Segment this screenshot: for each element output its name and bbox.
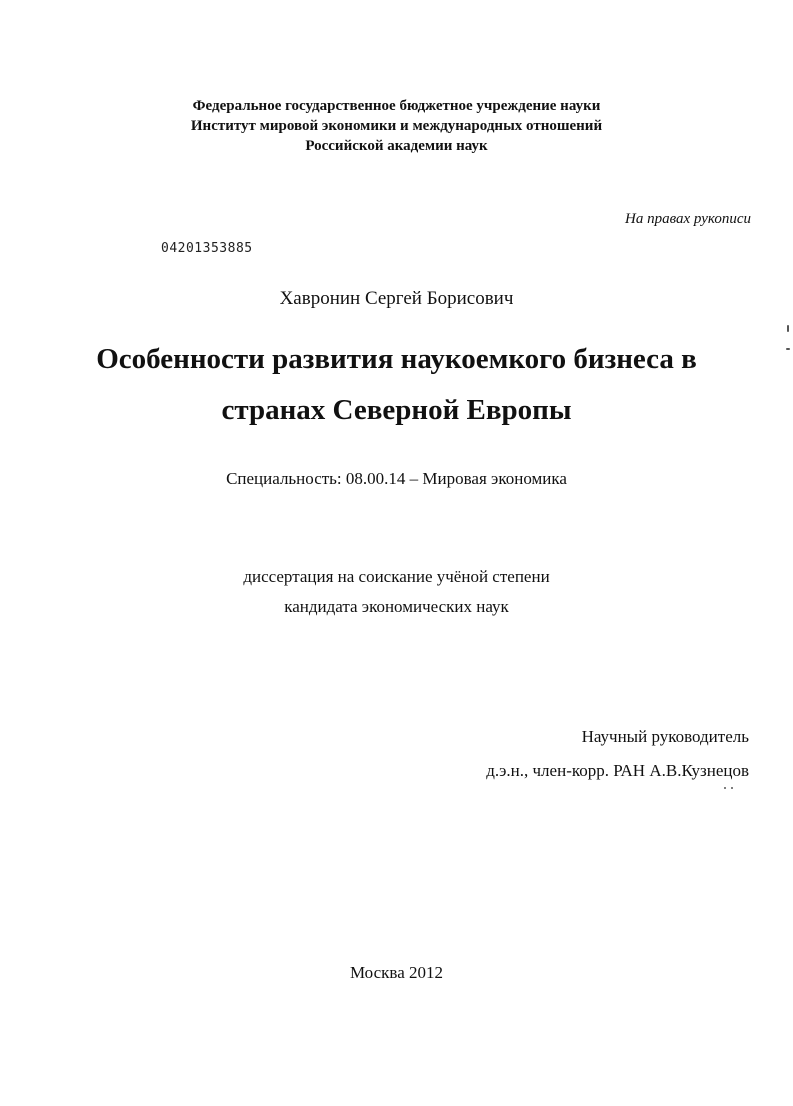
dissertation-title-line-2: странах Северной Европы [221,394,572,426]
supervisor-label: Научный руководитель [581,727,749,746]
supervisor-name: д.э.н., член-корр. РАН А.В.Кузнецов [486,761,749,780]
institution-line-3: Российской академии наук [305,138,488,154]
specialty: Специальность: 08.00.14 – Мировая экономика [226,469,567,488]
dissertation-type-line-2: кандидата экономических наук [284,597,509,616]
scan-speck [724,787,726,789]
scan-speck [731,787,733,789]
institution-line-1: Федеральное государственное бюджетное учреждение науки [192,98,601,114]
scan-speck [786,348,790,350]
manuscript-note: На правах рукописи [625,211,751,227]
dissertation-type-line-1: диссертация на соискание учёной степени [243,567,550,586]
catalog-number: 04201353885 [161,241,253,256]
scan-speck [787,325,789,332]
author-name: Хавронин Сергей Борисович [279,288,514,309]
institution-line-2: Институт мировой экономики и международных отношений [190,118,603,134]
dissertation-title-line-1: Особенности развития наукоемкого бизнеса в [96,343,697,375]
city-year: Москва 2012 [349,963,444,982]
